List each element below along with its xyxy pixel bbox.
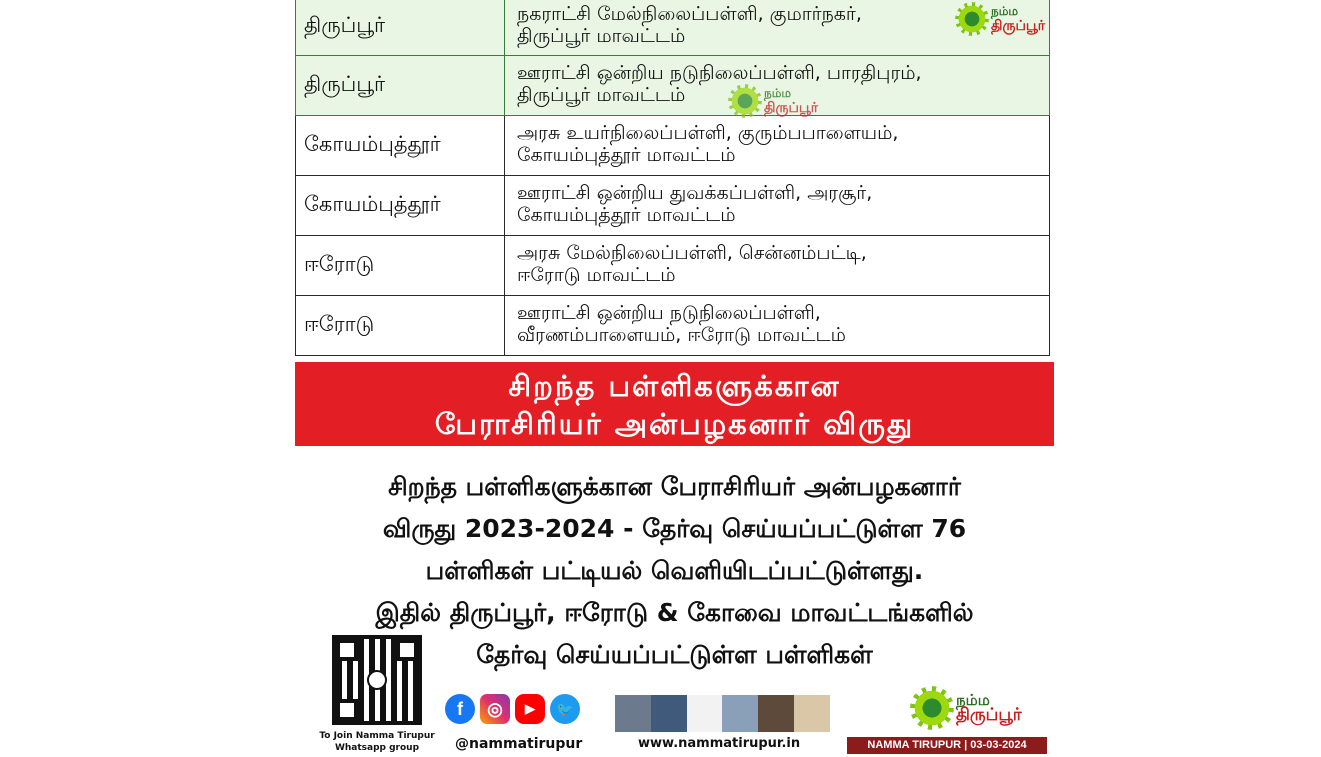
table-row	[295, 0, 1050, 56]
footer-logo	[910, 686, 1022, 730]
sun-logo-icon	[728, 84, 762, 118]
school-line: திருப்பூர் மாவட்டம்	[517, 25, 686, 47]
twitter-icon[interactable]: 🐦	[550, 694, 580, 724]
banner-line: சிறந்த பள்ளிகளுக்கான	[508, 369, 841, 403]
photo-collage	[615, 695, 830, 732]
whatsapp-icon	[367, 670, 387, 690]
announcement-line: இதில் திருப்பூர், ஈரோடு & கோவை மாவட்டங்களில்	[375, 598, 974, 627]
school-cell	[505, 236, 1050, 296]
district-cell: ஈரோடு	[295, 236, 505, 296]
sun-logo-icon	[910, 686, 954, 730]
district-cell: திருப்பூர்	[295, 0, 505, 56]
qr-caption	[310, 730, 444, 754]
table-row	[295, 296, 1050, 356]
school-line: ஊராட்சி ஒன்றிய நடுநிலைப்பள்ளி,	[517, 302, 821, 324]
school-line: கோயம்புத்தூர் மாவட்டம்	[517, 204, 736, 226]
announcement-line: தேர்வு செய்யப்பட்டுள்ள பள்ளிகள்	[476, 640, 873, 669]
school-line: ஊராட்சி ஒன்றிய துவக்கப்பள்ளி, அரசூர்,	[517, 182, 873, 204]
title-banner	[295, 362, 1054, 446]
school-cell	[505, 176, 1050, 236]
school-line: அரசு உயர்நிலைப்பள்ளி, குரும்பபாளையம்,	[517, 122, 899, 144]
banner-line: பேராசிரியர் அன்பழகனார் விருது	[434, 407, 915, 441]
school-line: வீரணம்பாளையம், ஈரோடு மாவட்டம்	[517, 324, 846, 346]
district-cell: கோயம்புத்தூர்	[295, 176, 505, 236]
announcement-line: விருது 2023-2024 - தேர்வு செய்யப்பட்டுள்ள 76	[382, 514, 967, 543]
district-cell: திருப்பூர்	[295, 56, 505, 116]
table-row	[295, 56, 1050, 116]
instagram-icon[interactable]: ◎	[480, 694, 510, 724]
logo-text: நம்ம	[956, 691, 990, 709]
logo-text: திருப்பூர்	[764, 100, 819, 116]
school-line: ஊராட்சி ஒன்றிய நடுநிலைப்பள்ளி, பாரதிபுரம்,	[517, 62, 922, 84]
school-line: திருப்பூர் மாவட்டம்	[517, 84, 686, 106]
post-card	[295, 0, 1054, 757]
sun-logo-icon	[955, 2, 989, 36]
logo-text: திருப்பூர்	[956, 705, 1022, 725]
social-handle[interactable]: @nammatirupur	[455, 736, 583, 752]
website-link[interactable]: www.nammatirupur.in	[638, 736, 801, 751]
facebook-icon[interactable]: f	[445, 694, 475, 724]
table-row	[295, 236, 1050, 296]
school-line: ஈரோடு மாவட்டம்	[517, 264, 676, 286]
whatsapp-qr-code[interactable]	[332, 635, 422, 725]
qr-caption-line: To Join Namma Tirupur	[319, 731, 435, 741]
brand-logo	[955, 2, 1045, 36]
school-cell	[505, 296, 1050, 356]
district-cell: கோயம்புத்தூர்	[295, 116, 505, 176]
youtube-icon[interactable]: ▶	[515, 694, 545, 724]
school-line: கோயம்புத்தூர் மாவட்டம்	[517, 144, 736, 166]
announcement-line: சிறந்த பள்ளிகளுக்கான பேராசிரியர் அன்பழகனார்	[388, 472, 961, 501]
school-cell	[505, 116, 1050, 176]
logo-text: நம்ம	[991, 4, 1019, 18]
social-icons	[445, 694, 580, 724]
announcement-line: பள்ளிகள் பட்டியல் வெளியிடப்பட்டுள்ளது.	[425, 556, 924, 585]
school-line: நகராட்சி மேல்நிலைப்பள்ளி, குமார்நகர்,	[517, 3, 862, 25]
watermark-logo	[728, 84, 818, 118]
date-bar: NAMMA TIRUPUR | 03-03-2024	[847, 737, 1047, 754]
logo-text: நம்ம	[764, 86, 792, 100]
table-row	[295, 176, 1050, 236]
logo-text: திருப்பூர்	[991, 18, 1046, 34]
school-line: அரசு மேல்நிலைப்பள்ளி, சென்னம்பட்டி,	[517, 242, 867, 264]
table-row	[295, 116, 1050, 176]
qr-caption-line: Whatsapp group	[334, 743, 420, 753]
district-cell: ஈரோடு	[295, 296, 505, 356]
